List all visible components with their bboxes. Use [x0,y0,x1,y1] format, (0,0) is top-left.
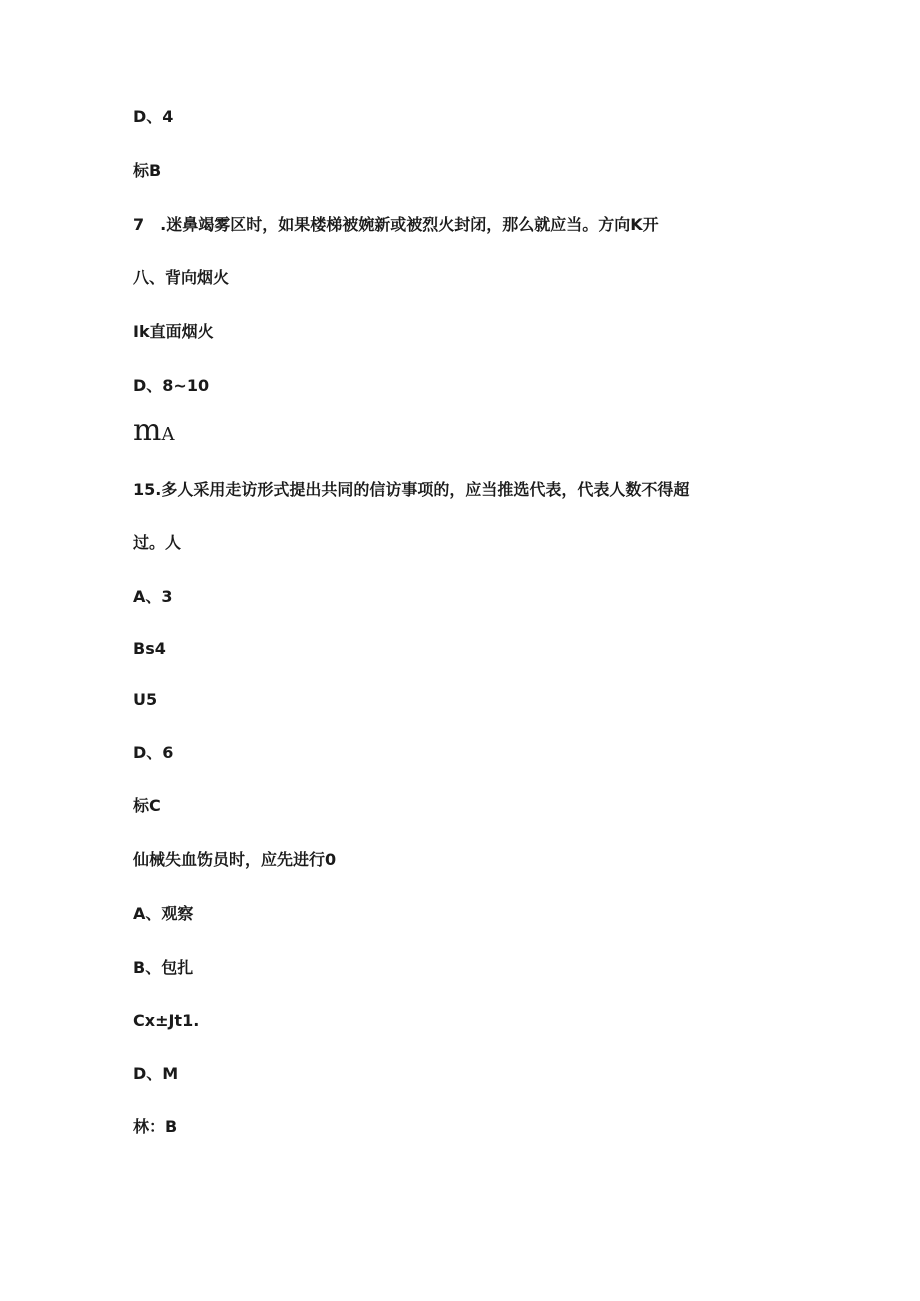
answer-marker-a: A [161,424,175,445]
option-c-line: Cx±Jt1. [133,1011,200,1030]
answer-line: 标B [133,161,162,180]
question-15-cont: 过。人 [133,533,182,552]
question-7: 7 .迷鼻竭雾区时，如果楼梯被婉新或被烈火封闭，那么就应当。方向K开 [133,215,659,234]
option-d-line: D、4 [133,107,174,126]
option-b-line: Ik直面烟火 [133,322,214,341]
option-a-observe: A、观察 [133,904,194,923]
option-b-bandage: B、包扎 [133,958,194,977]
option-b-4: Bs4 [133,639,166,658]
option-c-5: U5 [133,690,158,709]
option-a-line: 八、背向烟火 [133,268,230,287]
option-a-3: A、3 [133,587,173,606]
answer-b: 林：B [133,1117,178,1136]
option-d-6: D、6 [133,743,174,762]
option-d-m: D、M [133,1064,179,1083]
question-bleeding: 仙械失血饬员时，应先进行0 [133,850,337,869]
question-15: 15.多人采用走访形式提出共同的信访事项的，应当推选代表，代表人数不得超 [133,480,690,499]
answer-marker-m: m [133,413,162,448]
option-d-line-2: D、8~10 [133,376,210,395]
answer-marker-line [133,414,174,452]
answer-c: 标C [133,796,161,815]
